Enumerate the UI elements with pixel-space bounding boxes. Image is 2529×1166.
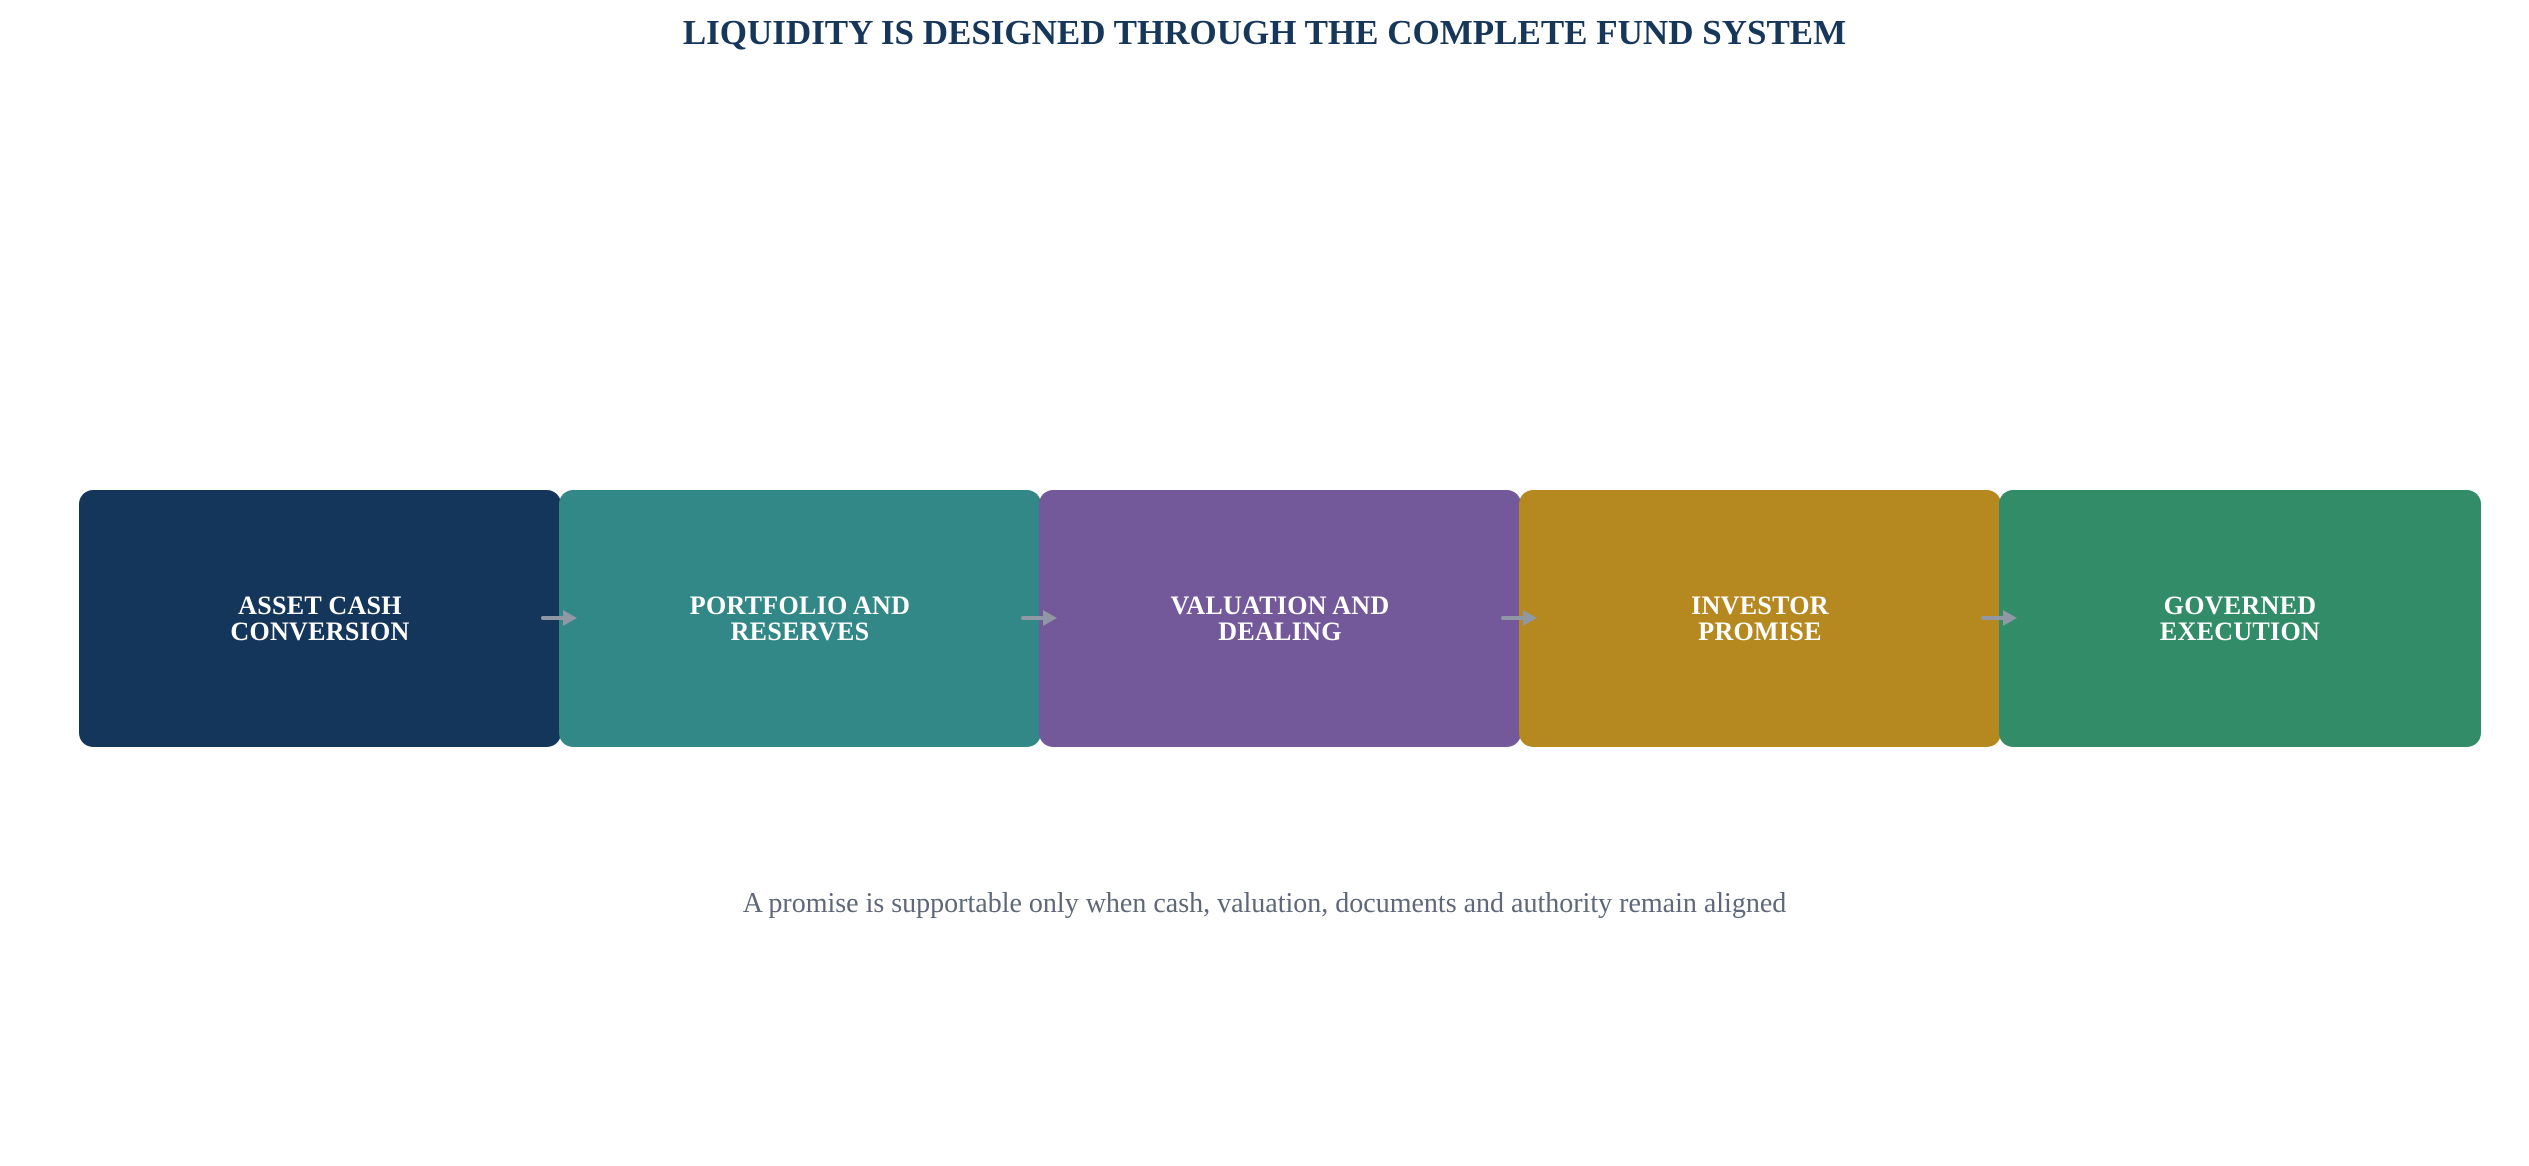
- step-label-line: EXECUTION: [2159, 616, 2321, 646]
- step-label-line: INVESTOR: [1691, 590, 1829, 620]
- step-label: [1130, 590, 1430, 646]
- step-valuation-and-dealing: [1039, 490, 1521, 747]
- step-investor-promise: [1519, 490, 2001, 747]
- arrow-right-icon: [1981, 606, 2019, 630]
- step-label: [170, 590, 470, 646]
- step-label: [650, 590, 950, 646]
- arrow-right-icon: [1021, 606, 1059, 630]
- step-portfolio-and-reserves: [559, 490, 1041, 747]
- diagram-title: LIQUIDITY IS DESIGNED THROUGH THE COMPLETE FUND SYSTEM: [682, 13, 1847, 52]
- step-governed-execution: [1999, 490, 2481, 747]
- step-asset-cash-conversion: [79, 490, 561, 747]
- step-label-line: CONVERSION: [230, 616, 410, 646]
- step-label-line: GOVERNED: [2163, 590, 2317, 620]
- arrow-right-icon: [541, 606, 579, 630]
- step-label-line: VALUATION AND: [1170, 590, 1390, 620]
- step-label-line: ASSET CASH: [238, 590, 402, 620]
- step-label-line: PROMISE: [1698, 616, 1822, 646]
- step-label-line: DEALING: [1218, 616, 1342, 646]
- step-label-line: PORTFOLIO AND: [689, 590, 911, 620]
- arrow-right-icon: [1501, 606, 1539, 630]
- diagram-caption: A promise is supportable only when cash, valuation, documents and authority remain aligned: [742, 888, 1787, 919]
- step-label: [1610, 590, 1910, 646]
- step-label-line: RESERVES: [730, 616, 870, 646]
- step-label: [2090, 590, 2390, 646]
